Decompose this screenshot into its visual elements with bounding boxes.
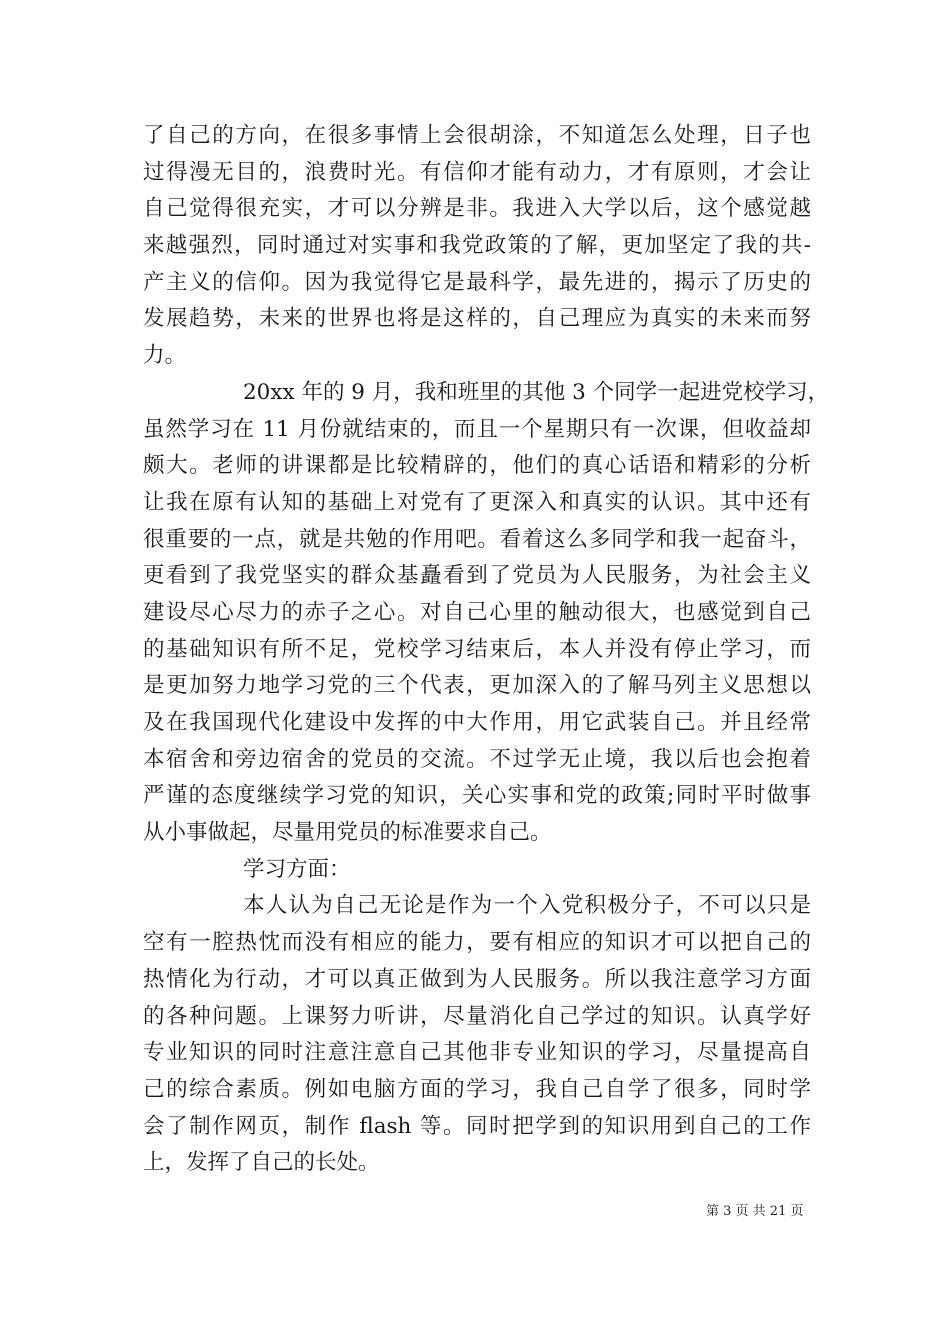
text-line: 让我在原有认知的基础上对党有了更深入和真实的认识。其中还有 (143, 489, 811, 515)
text-line: 发展趋势，未来的世界也将是这样的，自己理应为真实的未来而努 (143, 306, 811, 332)
text-line: 力。 (143, 343, 187, 369)
text-line: 本宿舍和旁边宿舍的党员的交流。不过学无止境，我以后也会抱着 (143, 746, 811, 772)
text-line: 的基础知识有所不足，党校学习结束后，本人并没有停止学习，而 (143, 636, 811, 662)
text-line: 20xx 年的 9 月，我和班里的其他 3 个同学一起进党校学习， (243, 379, 830, 405)
text-line: 颇大。老师的讲课都是比较精辟的，他们的真心话语和精彩的分析 (143, 453, 811, 479)
text-line: 过得漫无目的，浪费时光。有信仰才能有动力，才有原则，才会让 (143, 159, 811, 185)
paragraph (143, 118, 811, 375)
text-line: 产主义的信仰。因为我觉得它是最科学，最先进的，揭示了历史的 (143, 269, 811, 295)
text-line: 专业知识的同时注意注意自己其他非专业知识的学习，尽量提高自 (143, 1040, 811, 1066)
text-line: 会了制作网页，制作 flash 等。同时把学到的知识用到自己的工作 (143, 1113, 811, 1139)
text-line: 从小事做起，尽量用党员的标准要求自己。 (143, 820, 552, 846)
text-line: 来越强烈，同时通过对实事和我党政策的了解，更加坚定了我的共- (143, 233, 811, 259)
text-line: 热情化为行动，才可以真正做到为人民服务。所以我注意学习方面 (143, 966, 811, 992)
text-line: 更看到了我党坚实的群众基矗看到了党员为人民服务，为社会主义 (143, 563, 811, 589)
text-line: 本人认为自己无论是作为一个入党积极分子，不可以只是 (243, 893, 811, 919)
text-line: 很重要的一点，就是共勉的作用吧。看着这么多同学和我一起奋斗， (143, 526, 811, 552)
text-line: 自己觉得很充实，才可以分辨是非。我进入大学以后，这个感觉越 (143, 196, 811, 222)
text-line: 了自己的方向，在很多事情上会很胡涂，不知道怎么处理，日子也 (143, 123, 811, 148)
text-line: 上，发挥了自己的长处。 (143, 1150, 380, 1176)
text-line: 虽然学习在 11 月份就结束的，而且一个星期只有一次课，但收益却 (143, 416, 811, 442)
text-line: 是更加努力地学习党的三个代表，更加深入的了解马列主义思想以 (143, 673, 811, 699)
text-line: 己的综合素质。例如电脑方面的学习，我自己自学了很多，同时学 (143, 1076, 811, 1102)
paragraph (143, 888, 811, 1182)
paragraph (143, 852, 811, 889)
body-text (143, 118, 830, 1182)
text-line: 学习方面： (243, 856, 351, 882)
text-line: 的各种问题。上课努力听讲，尽量消化自己学过的知识。认真学好 (143, 1003, 811, 1029)
text-line: 空有一腔热忱而没有相应的能力，要有相应的知识才可以把自己的 (143, 930, 811, 956)
text-line: 严谨的态度继续学习党的知识，关心实事和党的政策;同时平时做事 (143, 783, 811, 809)
page-number-footer: 第 3 页 共 21 页 (706, 1204, 804, 1219)
text-line: 建设尽心尽力的赤子之心。对自己心里的触动很大，也感觉到自己 (143, 599, 811, 625)
text-line: 及在我国现代化建设中发挥的中大作用，用它武装自己。并且经常 (143, 710, 811, 735)
paragraph (143, 375, 830, 852)
